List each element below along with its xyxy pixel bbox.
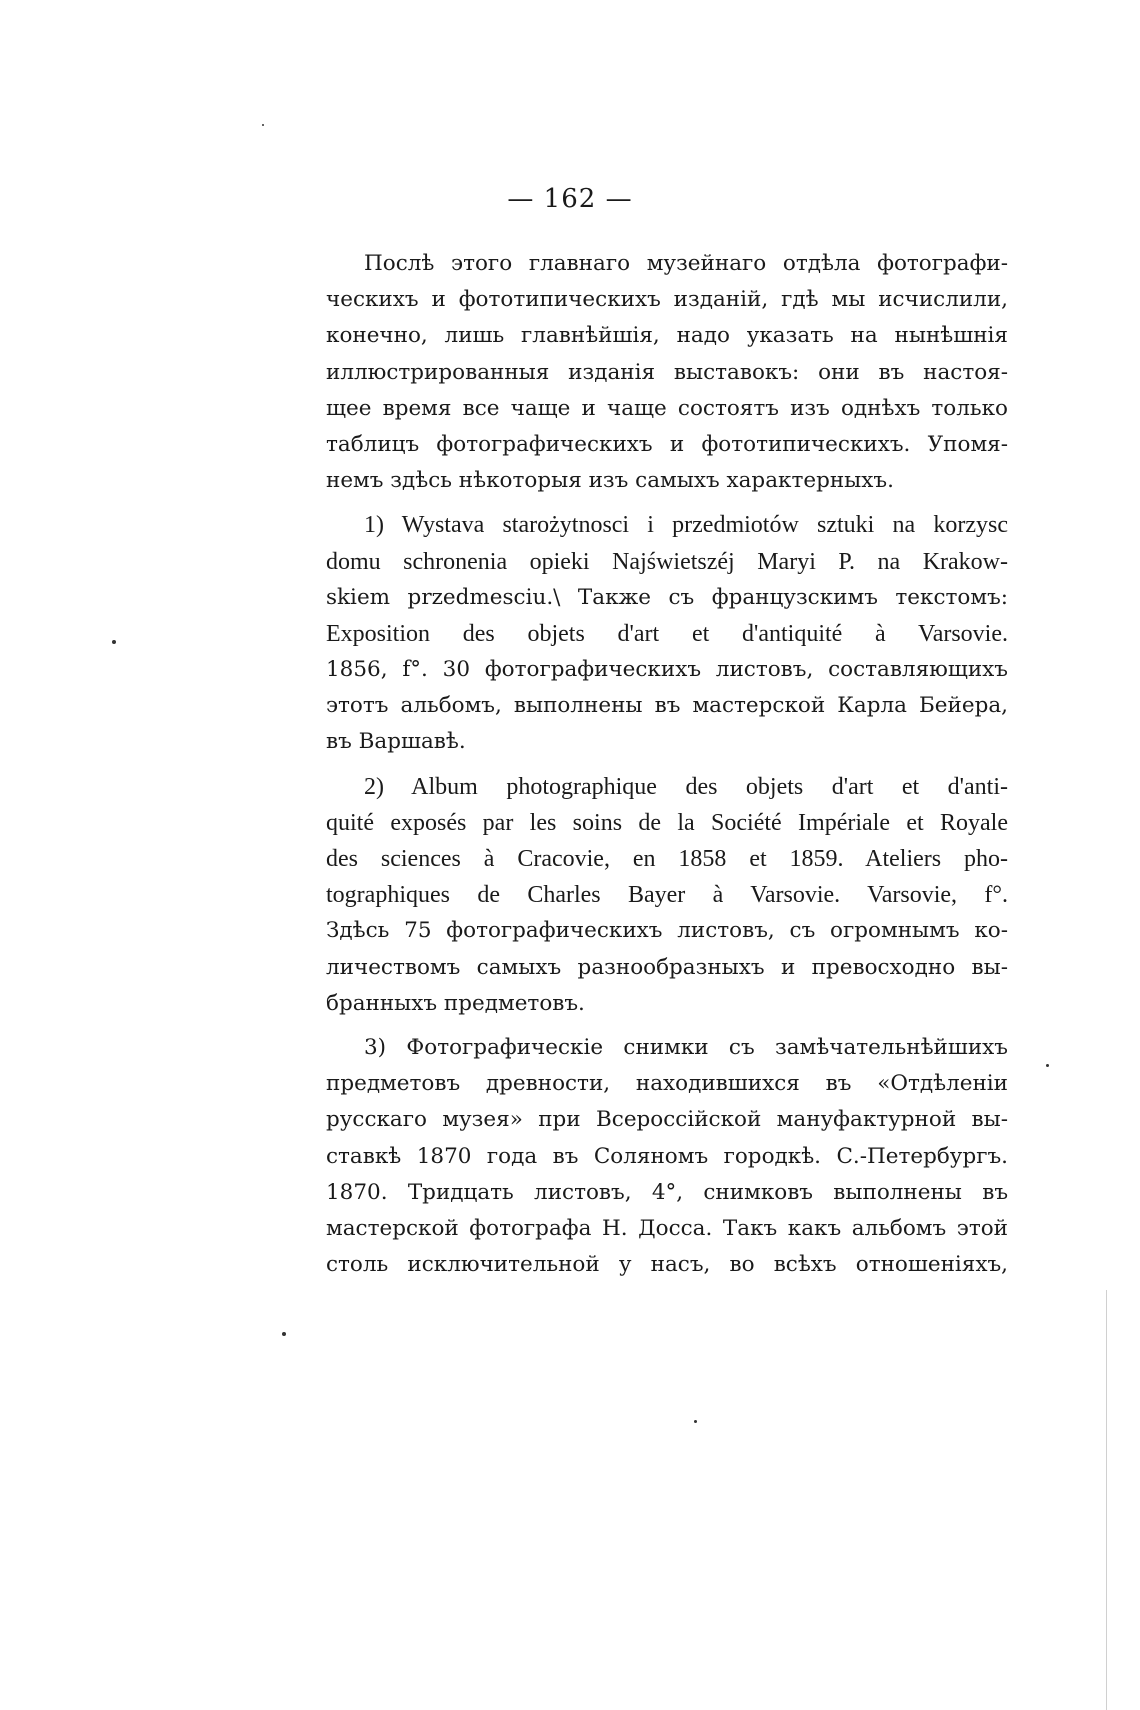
text-line: столь исключительной у насъ, во всѣхъ отношеніяхъ, <box>326 1252 1008 1278</box>
text-line: domu schronenia opieki Najświetszéj Maryi P. na Krakow- <box>326 548 1008 575</box>
text-line: 1) Wystava starożytnosci i przedmiotów sztuki na korzysc <box>364 512 1008 539</box>
text-line: des sciences à Cracovie, en 1858 et 1859. Ateliers pho- <box>326 846 1008 872</box>
scan-speck <box>1046 1064 1049 1067</box>
text-line: tographiques de Charles Bayer à Varsovie. Varsovie, f°. <box>326 882 1008 909</box>
text-line: 1856, f°. 30 фотографическихъ листовъ, составляющихъ <box>326 657 1008 683</box>
text-line: щее время все чаще и чаще состоятъ изъ однѣхъ только <box>326 395 1008 421</box>
text-line: иллюстрированныя изданія выставокъ: они въ настоя- <box>326 359 1008 385</box>
text-line: Exposition des objets d'art et d'antiquité à Varsovie. <box>326 620 1008 647</box>
text-line: конечно, лишь главнѣйшія, надо указать на нынѣшнія <box>326 323 1008 349</box>
text-line: этотъ альбомъ, выполнены въ мастерской Карла Бейера, <box>326 693 1008 719</box>
text-line: Послѣ этого главнаго музейнаго отдѣла фотографи- <box>364 251 1008 276</box>
text-line: въ Варшавѣ. <box>326 729 466 755</box>
text-line: бранныхъ предметовъ. <box>326 990 585 1016</box>
scan-speck <box>262 124 264 126</box>
text-line: личествомъ самыхъ разнообразныхъ и превосходно вы- <box>326 954 1008 980</box>
paragraph-item-2 <box>326 769 1008 1022</box>
text-line: русскаго музея» при Всероссійской мануфактурной вы- <box>326 1107 1008 1133</box>
text-line: 1870. Тридцать листовъ, 4°, снимковъ выполнены въ <box>326 1179 1008 1205</box>
text-line: таблицъ фотографическихъ и фототипическихъ. Упомя- <box>326 431 1008 457</box>
page-number: — 162 — <box>507 184 633 214</box>
text-line: немъ здѣсь нѣкоторыя изъ самыхъ характерныхъ. <box>326 468 894 494</box>
body-text <box>326 246 1008 1291</box>
text-line: quité exposés par les soins de la Société Impériale et Royale <box>326 809 1008 836</box>
text-line: ставкѣ 1870 года въ Соляномъ городкѣ. С.-Петербургъ. <box>326 1143 1008 1169</box>
text-line: предметовъ древности, находившихся въ «Отдѣленіи <box>326 1071 1008 1097</box>
text-line: ческихъ и фототипическихъ изданій, гдѣ мы исчислили, <box>326 287 1008 313</box>
text-line: 2) Album photographique des objets d'art et d'anti- <box>364 773 1008 800</box>
page-edge <box>1106 1290 1107 1710</box>
text-line: Здѣсь 75 фотографическихъ листовъ, съ огромнымъ ко- <box>326 918 1008 944</box>
text-line: мастерской фотографа Н. Досса. Такъ какъ альбомъ этой <box>326 1215 1008 1241</box>
scan-speck <box>694 1420 697 1423</box>
text-line: skiem przedmesciu.\ Также съ французскимъ текстомъ: <box>326 584 1008 610</box>
scan-speck <box>282 1332 286 1336</box>
paragraph-item-1 <box>326 507 1008 760</box>
text-line: 3) Фотографическіе снимки съ замѣчательнѣйшихъ <box>364 1034 1008 1060</box>
paragraph-intro <box>326 246 1008 499</box>
paragraph-item-3 <box>326 1030 1008 1283</box>
scan-speck <box>112 640 116 644</box>
